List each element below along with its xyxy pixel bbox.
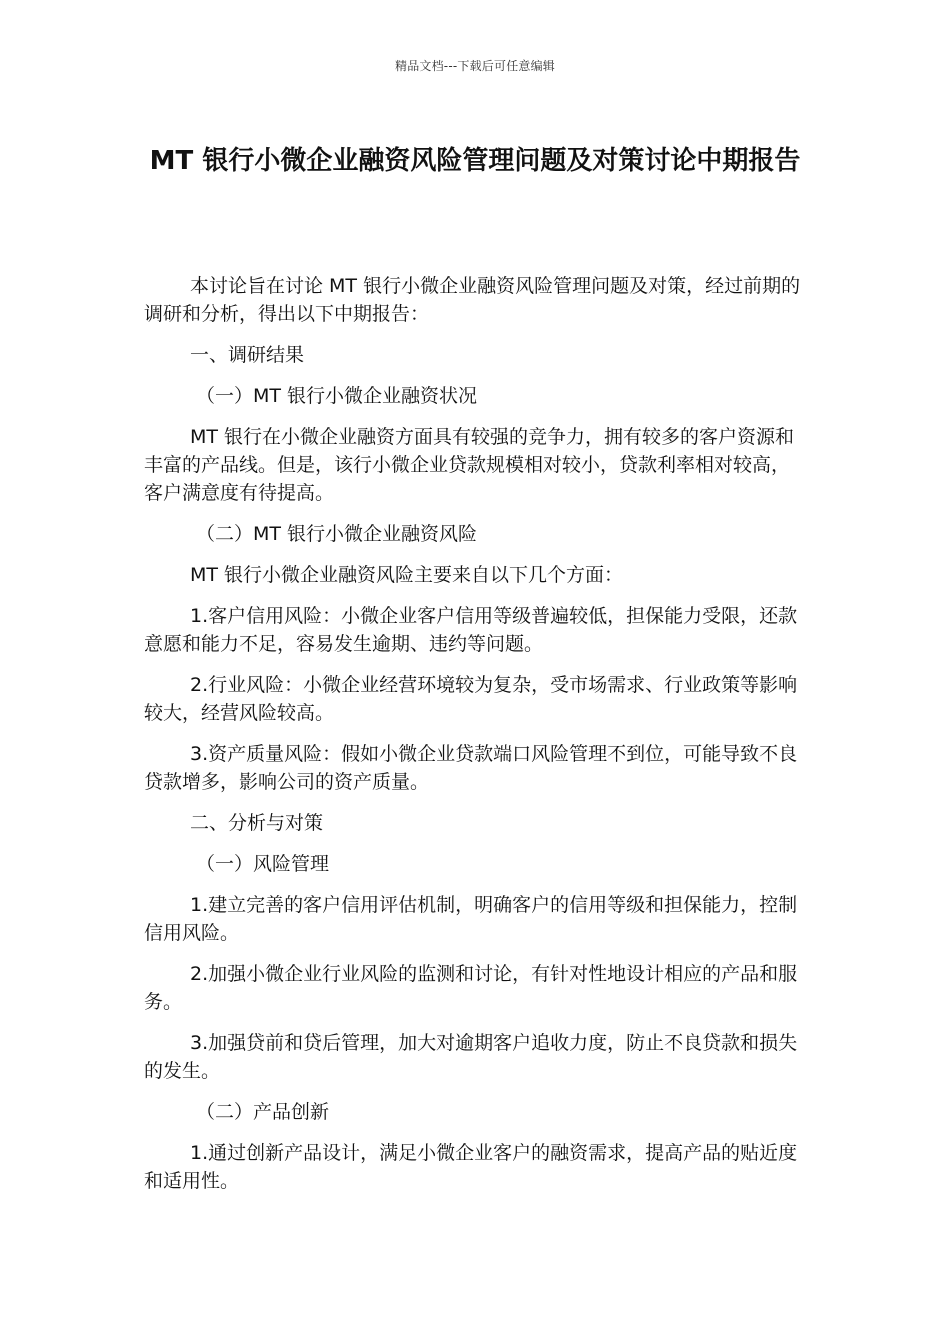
list-item: 1.通过创新产品设计，满足小微企业客户的融资需求，提高产品的贴近度和适用性。 (144, 1142, 798, 1192)
document-body (144, 272, 804, 1208)
header-note: 精品文档---下载后可任意编辑 (395, 59, 555, 73)
subsection-heading: （二）产品创新 (196, 1101, 330, 1123)
list-item: 2.加强小微企业行业风险的监测和讨论，有针对性地设计相应的产品和服务。 (144, 963, 798, 1013)
list-item: 1.客户信用风险：小微企业客户信用等级普遍较低，担保能力受限，还款意愿和能力不足，容易发生逾期、违约等问题。 (144, 605, 798, 655)
subsection-heading: （二）MT 银行小微企业融资风险 (196, 523, 478, 545)
section-heading: 二、分析与对策 (190, 812, 324, 834)
list-item: 3.资产质量风险：假如小微企业贷款端口风险管理不到位，可能导致不良贷款增多，影响公司的资产质量。 (144, 743, 798, 793)
section-heading: 一、调研结果 (190, 344, 305, 366)
document-title: MT 银行小微企业融资风险管理问题及对策讨论中期报告 (149, 146, 801, 176)
subsection-heading: （一）风险管理 (196, 853, 330, 875)
paragraph: MT 银行在小微企业融资方面具有较强的竞争力，拥有较多的客户资源和丰富的产品线。但是，该行小微企业贷款规模相对较小，贷款利率相对较高，客户满意度有待提高。 (144, 426, 795, 504)
paragraph: 本讨论旨在讨论 MT 银行小微企业融资风险管理问题及对策，经过前期的调研和分析，得出以下中期报告： (144, 275, 801, 325)
subsection-heading: （一）MT 银行小微企业融资状况 (196, 385, 478, 407)
list-item: 2.行业风险：小微企业经营环境较为复杂，受市场需求、行业政策等影响较大，经营风险较高。 (144, 674, 798, 724)
list-item: 1.建立完善的客户信用评估机制，明确客户的信用等级和担保能力，控制信用风险。 (144, 894, 798, 944)
paragraph: MT 银行小微企业融资风险主要来自以下几个方面： (190, 564, 624, 586)
list-item: 3.加强贷前和贷后管理，加大对逾期客户追收力度，防止不良贷款和损失的发生。 (144, 1032, 798, 1082)
